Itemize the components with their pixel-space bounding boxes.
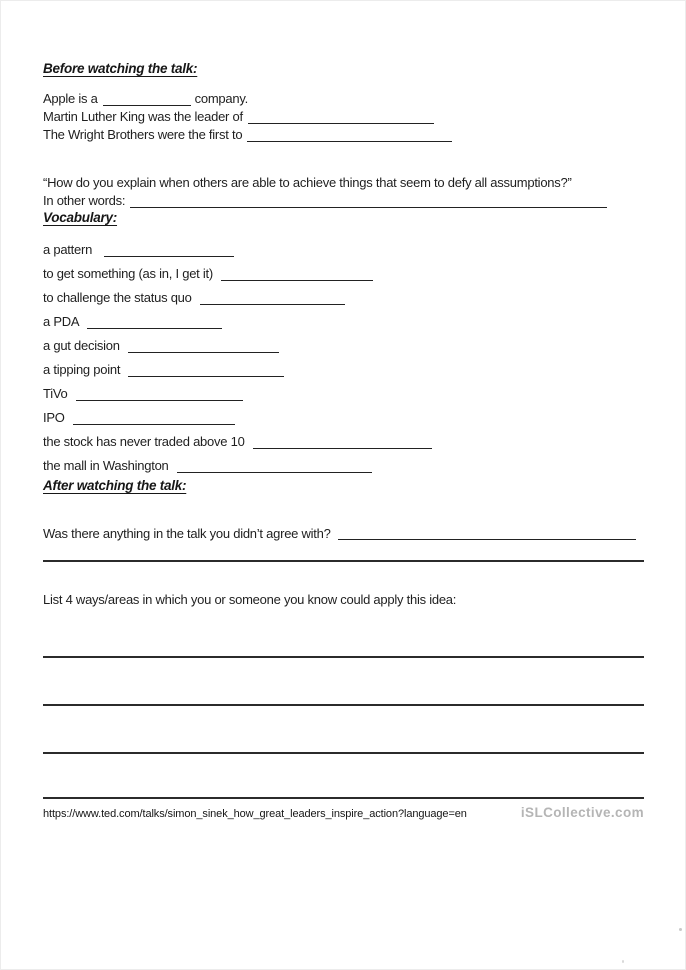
- in-other-words-label: In other words:: [43, 193, 126, 208]
- vocab-term: TiVo: [43, 386, 68, 401]
- question-text: Apple is a: [43, 91, 98, 106]
- question-text: company.: [194, 91, 248, 106]
- fill-blank: [221, 276, 373, 281]
- vocab-row: [43, 334, 644, 358]
- fill-blank: [130, 203, 607, 208]
- vocab-term: a tipping point: [43, 362, 121, 377]
- vocab-term: a gut decision: [43, 338, 120, 353]
- vocab-row: [43, 406, 644, 430]
- vocab-row: [43, 238, 644, 262]
- scan-speck: [679, 928, 682, 931]
- islcollective-watermark: iSLCollective.com: [520, 805, 644, 820]
- warmup-question: [43, 90, 644, 108]
- apply-prompt: List 4 ways/areas in which you or someone you know could apply this idea:: [43, 592, 457, 607]
- answer-line: [43, 797, 644, 799]
- fill-blank: [87, 324, 222, 329]
- vocab-term: the stock has never traded above 10: [43, 434, 245, 449]
- fill-blank: [76, 396, 243, 401]
- vocab-term: a PDA: [43, 314, 80, 329]
- answer-line: [43, 560, 644, 562]
- fill-blank: [248, 119, 434, 124]
- question-text: The Wright Brothers were the first to: [43, 127, 243, 142]
- fill-blank: [247, 137, 452, 142]
- fill-blank: [253, 444, 432, 449]
- warmup-questions: [43, 90, 644, 144]
- vocab-term: a pattern: [43, 242, 93, 257]
- vocab-term: to challenge the status quo: [43, 290, 192, 305]
- scan-speck: [622, 960, 624, 963]
- section-heading-vocabulary: Vocabulary:: [43, 210, 118, 225]
- warmup-question: [43, 108, 644, 126]
- quote-text: “How do you explain when others are able to achieve things that seem to defy all assumptions?”: [43, 175, 572, 190]
- vocab-term: to get something (as in, I get it): [43, 266, 213, 281]
- vocabulary-list: [43, 238, 644, 478]
- fill-blank: [103, 101, 191, 106]
- quote-block: [43, 174, 644, 210]
- fill-blank: [338, 539, 636, 540]
- fill-blank: [128, 348, 279, 353]
- fill-blank: [177, 468, 372, 473]
- vocab-row: [43, 430, 644, 454]
- answer-line: [43, 704, 644, 706]
- vocab-term: the mall in Washington: [43, 458, 169, 473]
- section-heading-before: Before watching the talk:: [43, 61, 198, 76]
- fill-blank: [73, 420, 235, 425]
- agree-question-row: [43, 525, 644, 543]
- fill-blank: [200, 300, 345, 305]
- source-url-link[interactable]: https://www.ted.com/talks/simon_sinek_how_great_leaders_inspire_action?language=en: [43, 808, 467, 820]
- answer-line: [43, 656, 644, 658]
- vocab-row: [43, 262, 644, 286]
- fill-blank: [128, 372, 284, 377]
- fill-blank: [104, 252, 234, 257]
- section-heading-after: After watching the talk:: [43, 478, 187, 493]
- vocab-row: [43, 358, 644, 382]
- vocab-row: [43, 454, 644, 478]
- in-other-words-row: [43, 192, 644, 210]
- vocab-row: [43, 382, 644, 406]
- question-text: Martin Luther King was the leader of: [43, 109, 243, 124]
- warmup-question: [43, 126, 644, 144]
- vocab-term: IPO: [43, 410, 65, 425]
- vocab-row: [43, 286, 644, 310]
- answer-line: [43, 752, 644, 754]
- vocab-row: [43, 310, 644, 334]
- agree-question-text: Was there anything in the talk you didn’t agree with?: [43, 526, 331, 541]
- footer: [43, 806, 644, 821]
